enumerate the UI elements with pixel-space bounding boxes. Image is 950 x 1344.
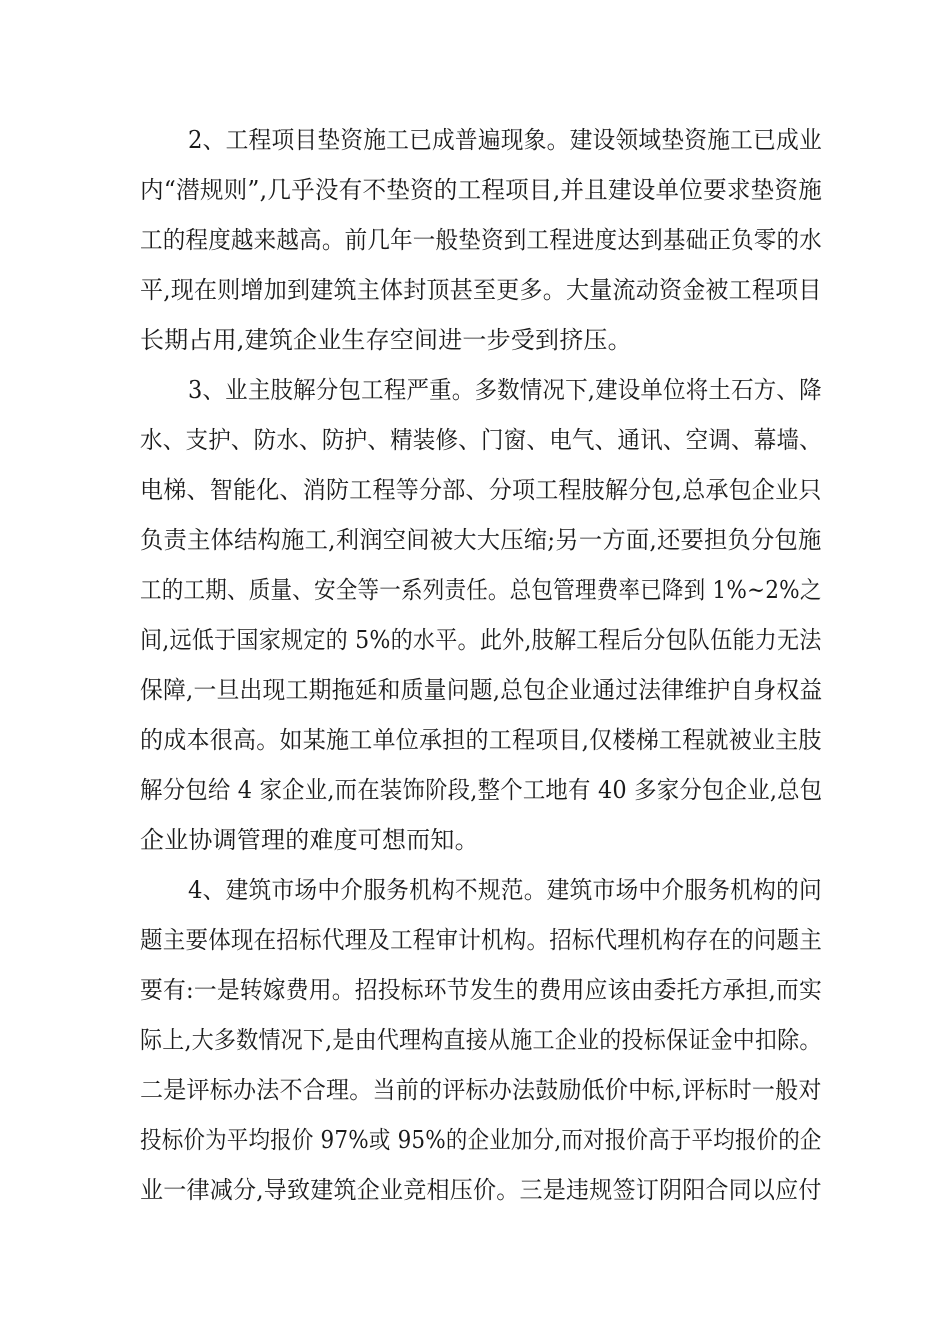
paragraph-3-line-9: 解分包给 4 家企业,而在装饰阶段,整个工地有 40 多家分包企业,总包 (140, 776, 823, 804)
paragraph-4-line-7: 业一律减分,导致建筑企业竞相压价。三是违规签订阴阳合同以应付 (140, 1176, 822, 1204)
paragraph-2-line-3: 工的程度越来越高。前几年一般垫资到工程进度达到基础正负零的水 (140, 226, 823, 254)
paragraph-2-line-2: 内“潜规则”,几乎没有不垫资的工程项目,并且建设单位要求垫资施 (140, 176, 822, 204)
paragraph-3-line-4: 负责主体结构施工,利润空间被大大压缩;另一方面,还要担负分包施 (140, 526, 822, 554)
paragraph-2-line-4: 平,现在则增加到建筑主体封顶甚至更多。大量流动资金被工程项目 (140, 276, 822, 304)
paragraph-2-line-5: 长期占用,建筑企业生存空间进一步受到挤压。 (140, 326, 632, 354)
paragraph-4-line-6: 投标价为平均报价 97%或 95%的企业加分,而对报价高于平均报价的企 (140, 1126, 822, 1154)
paragraph-4-line-3: 要有:一是转嫁费用。招投标环节发生的费用应该由委托方承担,而实 (140, 976, 822, 1004)
paragraph-4-line-2: 题主要体现在招标代理及工程审计机构。招标代理机构存在的问题主 (140, 926, 823, 954)
paragraph-3-line-10: 企业协调管理的难度可想而知。 (140, 826, 479, 854)
paragraph-3-line-8: 的成本很高。如某施工单位承担的工程项目,仅楼梯工程就被业主肢 (140, 726, 822, 754)
paragraph-3-line-2: 水、支护、防水、防护、精装修、门窗、电气、通讯、空调、幕墙、 (140, 426, 823, 454)
paragraph-3-line-3: 电梯、智能化、消防工程等分部、分项工程肢解分包,总承包企业只 (140, 476, 822, 504)
paragraph-4-line-1: 4、建筑市场中介服务机构不规范。建筑市场中介服务机构的问 (188, 876, 822, 904)
paragraph-4-line-4: 际上,大多数情况下,是由代理构直接从施工企业的投标保证金中扣除。 (140, 1026, 822, 1054)
paragraph-3-line-6: 间,远低于国家规定的 5%的水平。此外,肢解工程后分包队伍能力无法 (140, 626, 822, 654)
paragraph-4-line-5: 二是评标办法不合理。当前的评标办法鼓励低价中标,评标时一般对 (140, 1076, 822, 1104)
paragraph-3-line-5: 工的工期、质量、安全等一系列责任。总包管理费率已降到 1%~2%之 (140, 576, 822, 604)
paragraph-3-line-7: 保障,一旦出现工期拖延和质量问题,总包企业通过法律维护自身权益 (140, 676, 823, 704)
paragraph-2-line-1: 2、工程项目垫资施工已成普遍现象。建设领域垫资施工已成业 (188, 126, 822, 154)
paragraph-3-line-1: 3、业主肢解分包工程严重。多数情况下,建设单位将土石方、降 (188, 376, 822, 404)
